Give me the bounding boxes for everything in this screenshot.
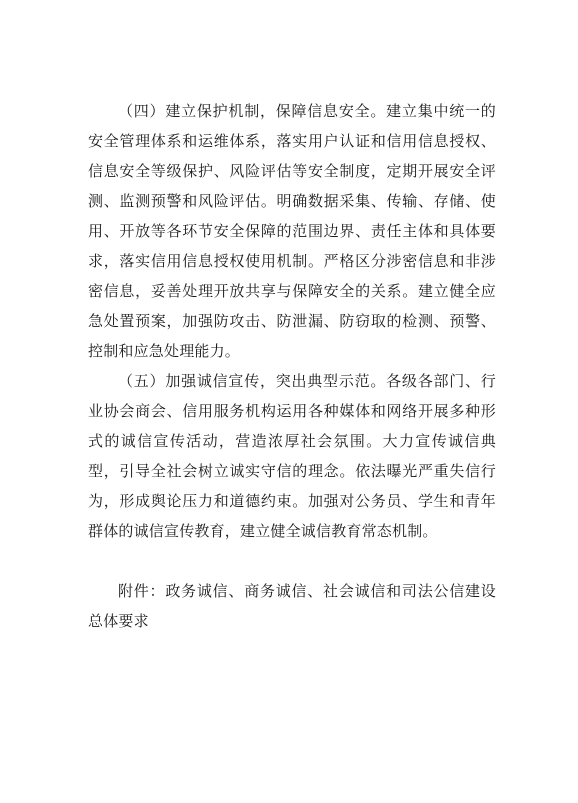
- paragraph-section-4: （四）建立保护机制，保障信息安全。建立集中统一的安全管理体系和运维体系，落实用户认证和信用信息授权、信息安全等级保护、风险评估等安全制度，定期开展安全评测、监测预警和风险评估。明确数据采集、传输、存储、使用、开放等各环节安全保障的范围边界、责任主体和具体要求，落实信用信息授权使用机制。严格区分涉密信息和非涉密信息，妥善处理开放共享与保障安全的关系。建立健全应急处置预案，加强防攻击、防泄漏、防窃取的检测、预警、控制和应急处理能力。: [88, 102, 496, 360]
- attachment-note: 附件：政务诚信、商务诚信、社会诚信和司法公信建设总体要求: [88, 582, 496, 630]
- paragraph-spacer: [88, 546, 496, 576]
- document-body: [88, 96, 496, 636]
- paragraph-section-5: （五）加强诚信宣传，突出典型示范。各级各部门、行业协会商会、信用服务机构运用各种媒体和网络开展多种形式的诚信宣传活动，营造浓厚社会氛围。大力宣传诚信典型，引导全社会树立诚实守信的理念。依法曝光严重失信行为，形成舆论压力和道德约束。加强对公务员、学生和青年群体的诚信宣传教育，建立健全诚信教育常态机制。: [88, 372, 496, 540]
